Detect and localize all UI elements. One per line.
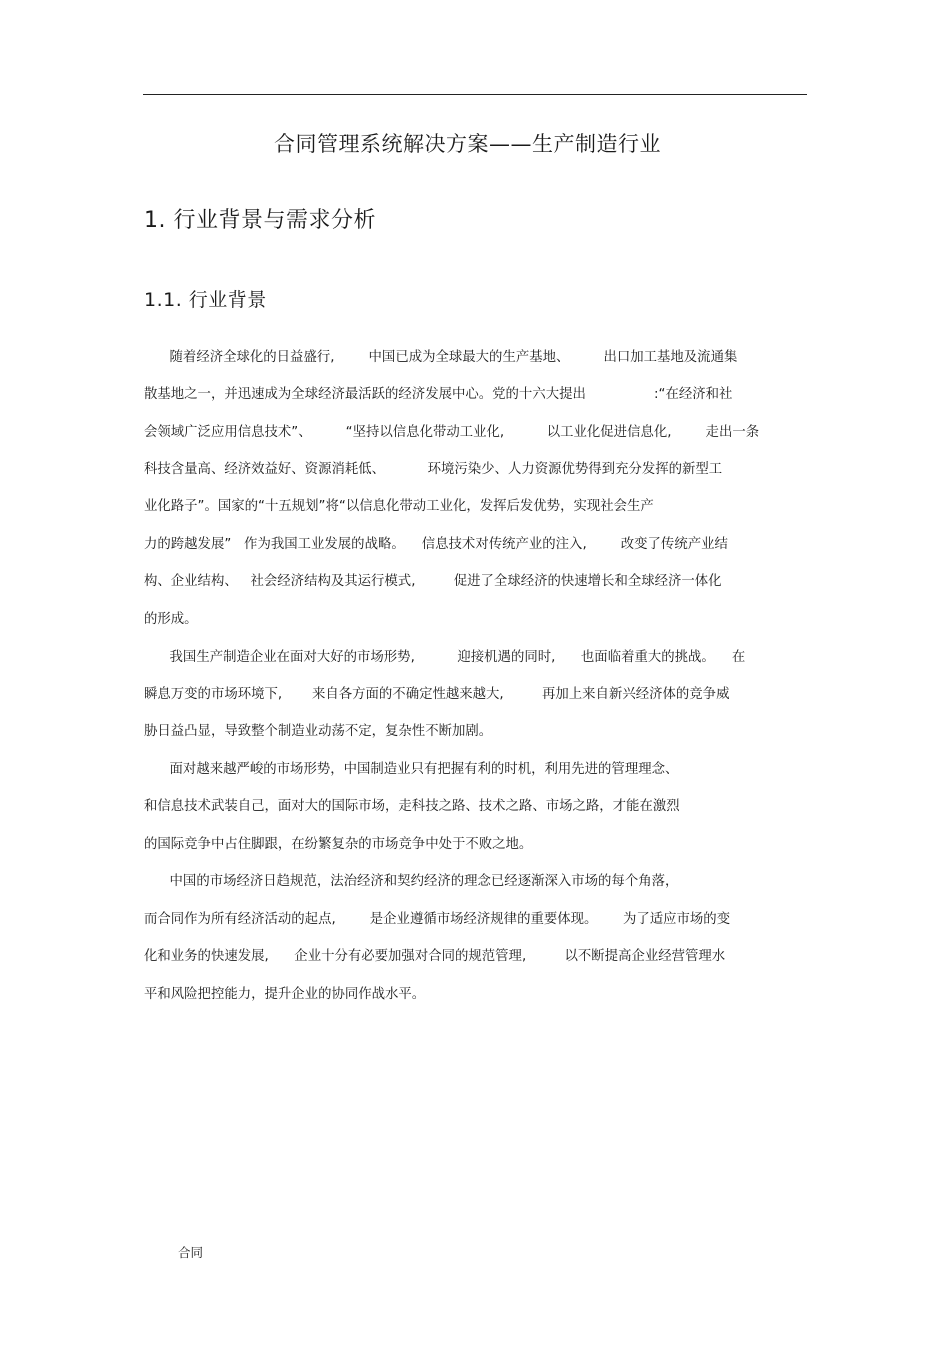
paragraph-line: 瞬息万变的市场环境下, 来自各方面的不确定性越来越大, 再加上来自新兴经济体的竞争威 <box>144 687 730 702</box>
paragraph-line: 平和风险把控能力，提升企业的协同作战水平。 <box>144 987 426 1002</box>
paragraph-line: 化和业务的快速发展, 企业十分有必要加强对合同的规范管理, 以不断提高企业经营管理水 <box>144 949 726 964</box>
paragraph-line: 的国际竞争中占住脚跟，在纷繁复杂的市场竞争中处于不败之地。 <box>144 837 533 852</box>
paragraph-line: 科技含量高、经济效益好、资源消耗低、 环境污染少、人力资源优势得到充分发挥的新型工 <box>144 462 723 477</box>
paragraph-line: 业化路子”。国家的“十五规划”将“以信息化带动工业化，发挥后发优势，实现社会生产 <box>144 499 654 514</box>
paragraph-line: 散基地之一，并迅速成为全球经济最活跃的经济发展中心。党的十六大提出 :“在经济和社 <box>144 387 733 402</box>
section-heading-1-1: 1.1. 行业背景 <box>144 289 267 311</box>
page-footer: 合同 <box>178 1245 204 1260</box>
document-title: 合同管理系统解决方案——生产制造行业 <box>274 132 661 156</box>
header-rule <box>143 94 807 95</box>
paragraph-line: 面对越来越严峻的市场形势，中国制造业只有把握有利的时机，利用先进的管理理念、 <box>144 762 679 777</box>
paragraph-line: 胁日益凸显，导致整个制造业动荡不定，复杂性不断加剧。 <box>144 724 493 739</box>
paragraph-line: 力的跨越发展” 作为我国工业发展的战略。 信息技术对传统产业的注入, 改变了传统产业结 <box>144 537 728 552</box>
paragraph-line: 而合同作为所有经济活动的起点, 是企业遵循市场经济规律的重要体现。 为了适应市场的变 <box>144 912 731 927</box>
paragraph-line: 我国生产制造企业在面对大好的市场形势, 迎接机遇的同时, 也面临着重大的挑战。 在 <box>144 650 746 665</box>
paragraph-line: 随着经济全球化的日益盛行, 中国已成为全球最大的生产基地、 出口加工基地及流通集 <box>144 350 738 365</box>
section-heading-1: 1. 行业背景与需求分析 <box>144 208 376 233</box>
paragraph-line: 会领域广泛应用信息技术”、 “坚持以信息化带动工业化, 以工业化促进信息化, 走出一条 <box>144 425 760 440</box>
paragraph-line: 的形成。 <box>144 612 198 627</box>
paragraph-line: 和信息技术武装自己，面对大的国际市场，走科技之路、技术之路、市场之路，才能在激烈 <box>144 799 680 814</box>
paragraph-line: 中国的市场经济日趋规范，法治经济和契约经济的理念已经逐渐深入市场的每个角落， <box>144 874 679 889</box>
paragraph-line: 构、企业结构、 社会经济结构及其运行模式, 促进了全球经济的快速增长和全球经济一体化 <box>144 574 722 589</box>
